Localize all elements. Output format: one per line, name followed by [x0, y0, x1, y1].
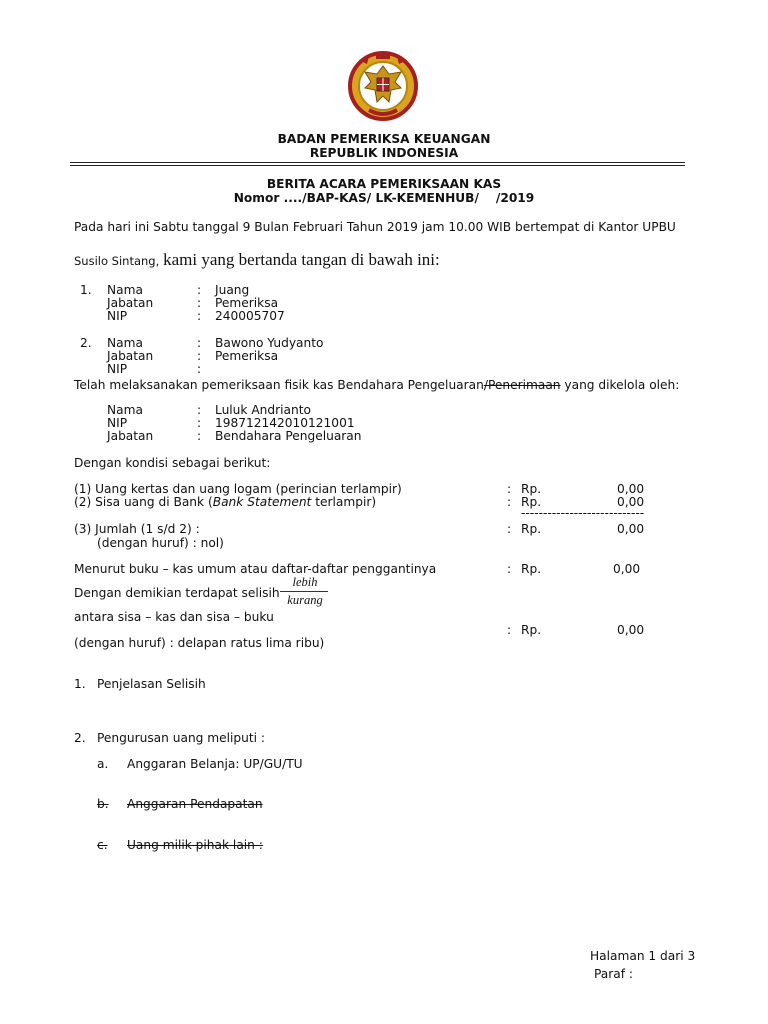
sum-divider: ----------------------------	[521, 506, 645, 520]
condition-item-3-value: 0,00	[617, 522, 645, 536]
treasurer-name-label: Nama	[107, 403, 143, 417]
subitem-c-text: Uang milik pihak lain :	[127, 838, 263, 852]
difference-currency: Rp.	[521, 623, 542, 637]
fraction-top: lebih	[292, 575, 318, 589]
condition-item-1-value: 0,00	[617, 482, 645, 496]
condition-item-3-words: (dengan huruf) : nol)	[97, 536, 224, 550]
initials-label: Paraf :	[594, 967, 634, 981]
treasurer-position: Bendahara Pengeluaran	[215, 429, 362, 443]
signer-2-position: Pemeriksa	[215, 349, 279, 363]
organization-name: BADAN PEMERIKSA KEUANGAN	[277, 132, 491, 146]
signer-1-name-colon: :	[197, 283, 202, 297]
managed-text-struck: /Penerimaan	[483, 378, 561, 392]
intro-line-1: Pada hari ini Sabtu tanggal 9 Bulan Februari Tahun 2019 jam 10.00 WIB bertempat di Kantor UPBU	[74, 220, 676, 234]
signer-1-position-label: Jabatan	[107, 296, 154, 310]
section-2-number: 2.	[74, 731, 86, 745]
condition-item-2-b: terlampir)	[311, 495, 377, 509]
condition-item-2-currency: Rp.	[521, 495, 542, 509]
book-cash-colon: :	[507, 562, 512, 576]
managed-text-b: yang dikelola oleh:	[560, 378, 680, 392]
conditions-heading: Dengan kondisi sebagai berikut:	[74, 456, 271, 470]
signer-2-name: Bawono Yudyanto	[215, 336, 324, 350]
organization-country: REPUBLIK INDONESIA	[309, 146, 459, 160]
page-number: Halaman 1 dari 3	[590, 949, 696, 963]
header-rule-top	[70, 162, 685, 163]
signer-1-nip-colon: :	[197, 309, 202, 323]
condition-item-1-currency: Rp.	[521, 482, 542, 496]
subitem-b-number: b.	[97, 797, 109, 811]
book-cash-currency: Rp.	[521, 562, 542, 576]
document-title: BERITA ACARA PEMERIKSAAN KAS	[266, 177, 502, 191]
signer-2-number: 2.	[80, 336, 92, 350]
treasurer-name-colon: :	[197, 403, 202, 417]
signer-1-name-label: Nama	[107, 283, 143, 297]
condition-item-3-colon: :	[507, 522, 512, 536]
signer-2-position-colon: :	[197, 349, 202, 363]
condition-item-2-value: 0,00	[617, 495, 645, 509]
difference-line: Dengan demikian terdapat selisih	[74, 586, 280, 600]
condition-item-2-italic: Bank Statement	[212, 495, 312, 509]
intro-line-2	[74, 250, 440, 270]
signer-1-position-colon: :	[197, 296, 202, 310]
signer-1-nip-label: NIP	[107, 309, 128, 323]
condition-item-2-a: (2) Sisa uang di Bank (	[74, 495, 213, 509]
signer-1-number: 1.	[80, 283, 92, 297]
treasurer-nip-label: NIP	[107, 416, 128, 430]
section-1-number: 1.	[74, 677, 86, 691]
difference-words: (dengan huruf) : delapan ratus lima ribu)	[74, 636, 325, 650]
condition-item-3-currency: Rp.	[521, 522, 542, 536]
fraction-bar	[280, 591, 328, 592]
signer-1-name: Juang	[215, 283, 250, 297]
section-1-title: Penjelasan Selisih	[97, 677, 206, 691]
signer-1-position: Pemeriksa	[215, 296, 279, 310]
book-cash-value: 0,00	[613, 562, 641, 576]
managed-statement	[74, 378, 679, 392]
managed-text-a: Telah melaksanakan pemeriksaan fisik kas Bendahara Pengeluaran	[74, 378, 484, 392]
signer-2-position-label: Jabatan	[107, 349, 154, 363]
treasurer-nip-colon: :	[197, 416, 202, 430]
book-cash-line: Menurut buku – kas umum atau daftar-daftar penggantinya	[74, 562, 437, 576]
signer-2-nip-colon: :	[197, 362, 202, 376]
subitem-a-text: Anggaran Belanja: UP/GU/TU	[127, 757, 303, 771]
subitem-b-text: Anggaran Pendapatan	[127, 797, 263, 811]
condition-item-2-colon: :	[507, 495, 512, 509]
treasurer-position-label: Jabatan	[107, 429, 154, 443]
intro-statement: kami yang bertanda tangan di bawah ini:	[163, 250, 440, 269]
condition-item-2	[74, 495, 376, 509]
subitem-c-number: c.	[97, 838, 108, 852]
condition-item-1: (1) Uang kertas dan uang logam (perincian terlampir)	[74, 482, 402, 496]
subitem-a-number: a.	[97, 757, 109, 771]
between-line: antara sisa – kas dan sisa – buku	[74, 610, 274, 624]
signer-1-nip: 240005707	[215, 309, 285, 323]
condition-item-1-colon: :	[507, 482, 512, 496]
intro-place: Susilo Sintang,	[74, 254, 160, 268]
document-number: Nomor ..../BAP-KAS/ LK-KEMENHUB/ /2019	[233, 191, 535, 205]
treasurer-nip: 198712142010121001	[215, 416, 355, 430]
signer-2-name-colon: :	[197, 336, 202, 350]
signer-2-name-label: Nama	[107, 336, 143, 350]
difference-value: 0,00	[617, 623, 645, 637]
treasurer-name: Luluk Andrianto	[215, 403, 311, 417]
section-2-title: Pengurusan uang meliputi :	[97, 731, 266, 745]
signer-2-nip-label: NIP	[107, 362, 128, 376]
difference-colon: :	[507, 623, 512, 637]
garuda-emblem-logo	[345, 48, 421, 128]
header-rule-bottom	[70, 165, 685, 166]
condition-item-3: (3) Jumlah (1 s/d 2) :	[74, 522, 200, 536]
treasurer-position-colon: :	[197, 429, 202, 443]
fraction-bottom: kurang	[287, 593, 323, 607]
